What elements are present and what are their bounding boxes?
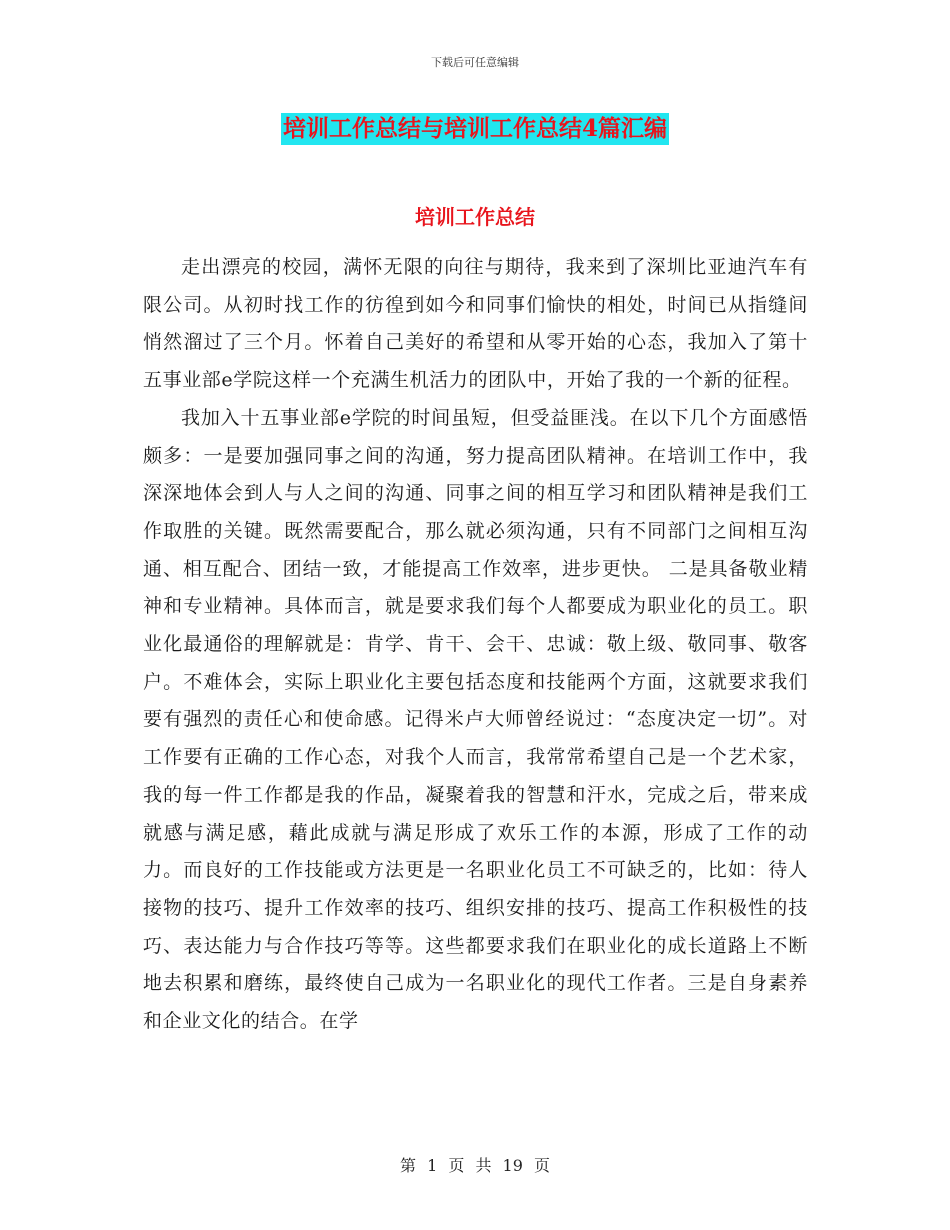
header-note: 下载后可任意编辑	[431, 56, 519, 69]
document-title: 培训工作总结与培训工作总结4篇汇编	[281, 113, 669, 145]
document-title-container	[0, 113, 950, 145]
paragraph: 我加入十五事业部e学院的时间虽短，但受益匪浅。在以下几个方面感悟颇多：一是要加强同事之间的沟通，努力提高团队精神。在培训工作中，我深深地体会到人与人之间的沟通、同事之间的相互学习和团队精神是我们工作取胜的关键。既然需要配合，那么就必须沟通，只有不同部门之间相互沟通、相互配合、团结一致，才能提高工作效率，进步更快。 二是具备敬业精神和专业精神。具体而言，就是要求我们每个人都要成为职业化的员工。职业化最通俗的理解就是：肯学、肯干、会干、忠诚：敬上级、敬同事、敬客户。不难体会，实际上职业化主要包括态度和技能两个方面，这就要求我们要有强烈的责任心和使命感。记得米卢大师曾经说过：“态度决定一切”。对工作要有正确的工作心态，对我个人而言，我常常希望自己是一个艺术家，我的每一件工作都是我的作品，凝聚着我的智慧和汗水，完成之后，带来成就感与满足感，藉此成就与满足形成了欢乐工作的本源，形成了工作的动力。而良好的工作技能或方法更是一名职业化员工不可缺乏的，比如：待人接物的技巧、提升工作效率的技巧、组织安排的技巧、提高工作积极性的技巧、表达能力与合作技巧等等。这些都要求我们在职业化的成长道路上不断地去积累和磨练，最终使自己成为一名职业化的现代工作者。三是自身素养和企业文化的结合。在学	[143, 406, 808, 1033]
paragraph: 走出漂亮的校园，满怀无限的向往与期待，我来到了深圳比亚迪汽车有限公司。从初时找工作的彷徨到如今和同事们愉快的相处，时间已从指缝间悄然溜过了三个月。怀着自己美好的希望和从零开始的心态，我加入了第十五事业部e学院这样一个充满生机活力的团队中，开始了我的一个新的征程。	[143, 256, 808, 392]
page-footer: 第 1 页 共 19 页	[400, 1156, 550, 1175]
section-title: 培训工作总结	[415, 205, 535, 229]
document-body	[143, 249, 808, 1041]
